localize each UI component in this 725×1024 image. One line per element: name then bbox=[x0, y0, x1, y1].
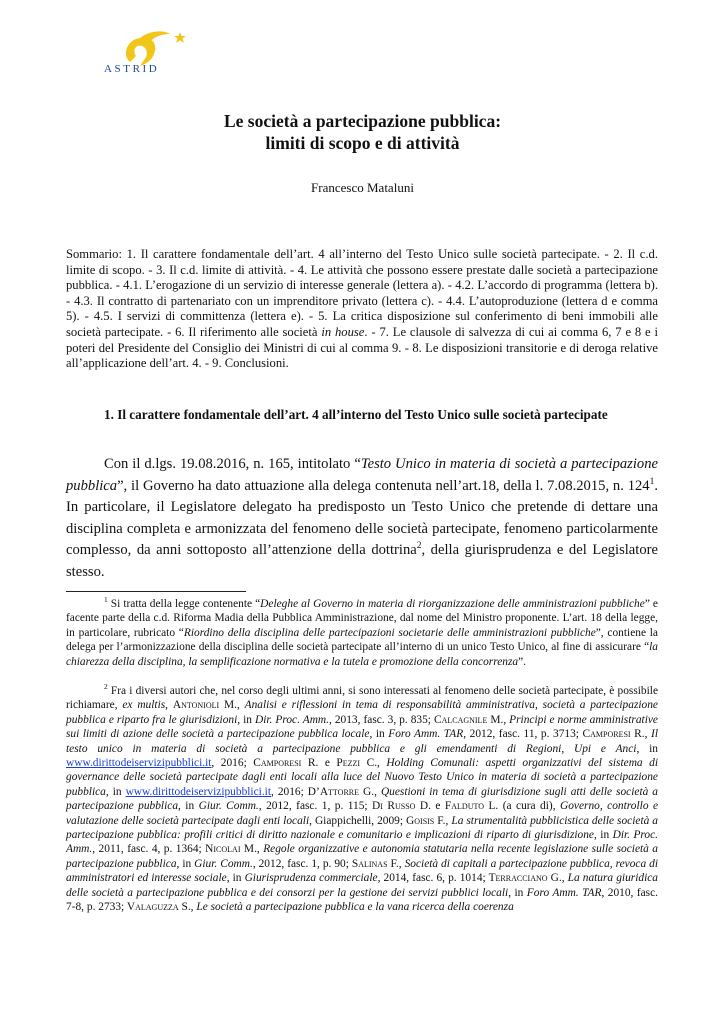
document-title-line2: limiti di scopo e di attività bbox=[265, 133, 460, 153]
author-name: Francesco Mataluni bbox=[311, 180, 414, 195]
section-heading: 1. Il carattere fondamentale dell’art. 4 all’interno del Testo Unico sulle società partecipate bbox=[104, 407, 608, 422]
footnote-ref-2: 2 bbox=[416, 541, 422, 552]
summary: Sommario: 1. Il carattere fondamentale dell’art. 4 all’interno del Testo Unico sulle società partecipate. - 2. Il c.d. limite di scopo. - 3. Il c.d. limite di attività. - 4. Le attività che possono essere prestate dalle società a partecipazione pubblica. - 4.1. L’erogazione di un servizio di interesse generale (lettera a). - 4.2. L’accordo di programma (lettera b). - 4.3. Il contratto di partenariato con un imprenditore privato (lettera c). - 4.4. L’autoproduzione (lettera d e comma 5). - 4.5. I servizi di committenza (lettera e). - 5. La critica disposizione sul conferimento di beni immobili alle società partecipate. - 6. Il riferimento alle società in house. - 7. Le clausole di salvezza di cui ai comma 6, 7 e 8 e i poteri del Presidente del Consiglio dei Ministri di cui al comma 9. - 8. Le disposizioni transitorie e di deroga relative all’applicazione dell’art. 4. - 9. Conclusioni. bbox=[66, 247, 658, 371]
document-title-line1: Le società a partecipazione pubblica: bbox=[223, 111, 502, 131]
astrid-logo-text: ASTRID bbox=[104, 63, 160, 75]
footnote-ref-1: 1 bbox=[649, 476, 655, 487]
dirittodeiservizipubblici-link-1[interactable]: www.dirittodeiservizipubblici.it bbox=[66, 757, 212, 770]
footnote-1: $^1$ Si tratta della legge contenente “Deleghe al Governo in materia di riorganizzazione delle amministrazioni pubbliche” e facente parte della c.d. Riforma Madia della Pubblica Amministrazione, dal nome del Ministro proponente. L’art. 18 della legge, in particolare, rubricato “Riordino della disciplina delle partecipazioni societarie delle amministrazioni pubbliche”, contiene la delega per l’armonizzazione della disciplina delle società partecipate all’interno di un unico Testo Unico, al fine di assicurare “la chiarezza della disciplina, la semplificazione normativa e la tutela e promozione della concorrenza”. bbox=[66, 595, 658, 668]
dirittodeiservizipubblici-link-2[interactable]: www.dirittodeiservizipubblici.it bbox=[125, 785, 271, 798]
body-paragraph: Con il d.lgs. 19.08.2016, n. 165, intitolato “Testo Unico in materia di società a partecipazione pubblica”, il Governo ha dato attuazione alla delega contenuta nell’art.18, della l. 7.08.2015, n. $124^1$. In particolare, il Legislatore delegato ha predisposto un Testo Unico che pretende di dettare una disciplina completa e armonizzata del fenomeno delle società partecipate, fenomeno particolarmente complesso, da anni sottoposto all’attenzione della dottrina$^2$, della giurisprudenza e del Legislatore stesso. bbox=[66, 456, 658, 580]
footnote-2: $^2$ Fra i diversi autori che, nel corso degli ultimi anni, si sono interessati al fenomeno delle società partecipate, è possibile richiamare, ex multis, Antonioli M., Analisi e riflessioni in tema di responsabilità amministrativa, società a partecipazione pubblica e riparto fra le giurisdizioni, in Dir. Proc. Amm., 2013, fasc. 3, p. 835; Calcagnile M., Principi e norme amministrative sui limiti di azione delle società a partecipazione pubblica locale, in Foro Amm. TAR, 2012, fasc. 11, p. 3713; Camporesi R., Il testo unico in materia di società a partecipazione pubblica e gli emendamenti di Regioni, Upi e Anci, in www.dirittodeiservizipubblici.it, 2016; Camporesi R. e Pezzi C., Holding Comunali: aspetti organizzativi del sistema di governance delle società partecipate dagli enti locali alla luce del Nuovo Testo Unico in materia di società a partecipazione pubblica, in www.dirittodeiservizipubblici.it, 2016; D’Attorre G., Questioni in tema di giurisdizione sugli atti delle società a partecipazione pubblica, in Giur. Comm., 2012, fasc. 1, p. 115; Di Russo D. e Falduto L. (a cura di), Governo, controllo e valutazione delle società partecipate dagli enti locali, Giappichelli, 2009; Goisis F., La strumentalità pubblicistica delle società a partecipazione pubblica: profili critici di diritto nazionale e comunitario e implicazioni di riparto di giurisdizione, in Dir. Proc. Amm., 2011, fasc. 4, p. 1364; Nicolai M., Regole organizzative e autonomia statutaria nella recente legislazione sulle società a partecipazione pubblica, in Giur. Comm., 2012, fasc. 1, p. 90; Salinas F., Società di capitali a partecipazione pubblica, revoca di amministratori ed interesse sociale, in Giurisprudenza commerciale, 2014, fasc. 6, p. 1014; Terracciano G., La natura giuridica delle società a partecipazione pubblica e dei consorzi per la gestione dei servizi pubblici locali, in Foro Amm. TAR, 2010, fasc. 7-8, p. 2733; Valaguzza S., Le società a partecipazione pubblica e la vana ricerca della coerenza bbox=[66, 682, 659, 914]
footnote-divider bbox=[66, 591, 246, 592]
